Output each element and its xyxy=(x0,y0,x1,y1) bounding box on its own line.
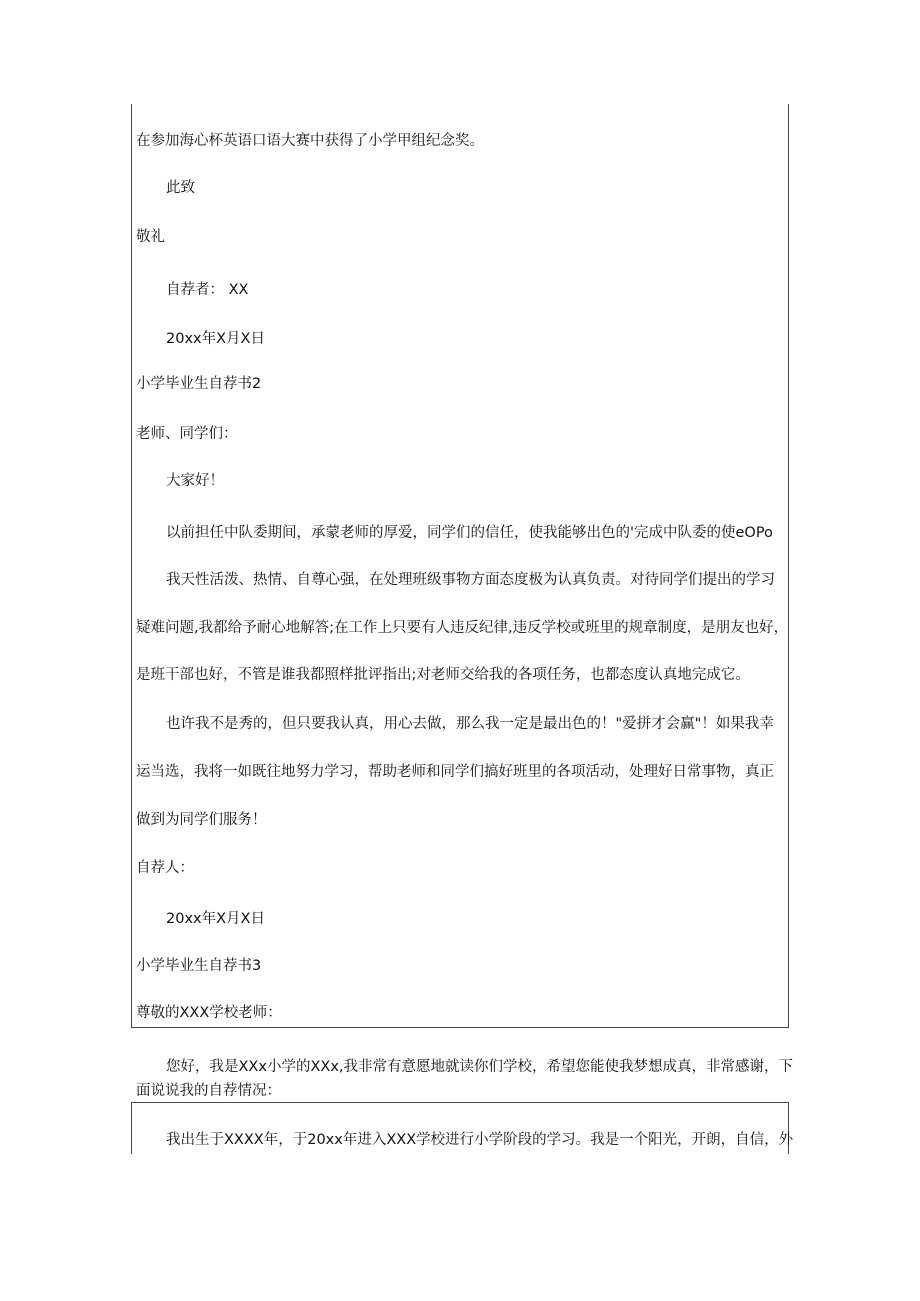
letter2-title: 小学毕业生自荐书2 xyxy=(136,376,262,392)
letter1-closing: 此致 xyxy=(166,180,195,196)
letter3-paragraph-1-line-1: 您好，我是XXx小学的XXx,我非常有意愿地就读你们学校，希望您能使我梦想成真，非常感谢，下 xyxy=(166,1059,794,1075)
letter2-paragraph-3-line-3: 做到为同学们服务！ xyxy=(136,812,267,828)
letter2-paragraph-2-line-1: 我天性活泼、热情、自尊心强，在处理班级事物方面态度极为认真负责。对待同学们提出的学习 xyxy=(166,572,775,588)
letter2-paragraph-3-line-1: 也许我不是秀的，但只要我认真，用心去做，那么我一定是最出色的！"爱拼才会赢"！如果我幸 xyxy=(166,716,774,732)
letter2-greeting: 老师、同学们： xyxy=(136,426,238,442)
letter1-date: 20xx年X月X日 xyxy=(166,331,265,347)
letter2-paragraph-2-line-2: 疑难问题,我都给予耐心地解答;在工作上只要有人违反纪律,违反学校或班里的规章制度，是朋友也好， xyxy=(136,620,789,636)
letter1-signer: 自荐者： XX xyxy=(166,282,249,298)
letter2-paragraph-1: 以前担任中队委期间，承蒙老师的厚爱，同学们的信任，使我能够出色的'完成中队委的使eOPo xyxy=(166,525,773,541)
letter2-signer: 自荐人： xyxy=(136,860,194,876)
letter3-paragraph-1-line-2: 面说说我的自荐情况： xyxy=(136,1083,281,1099)
letter3-paragraph-2-line-1: 我出生于XXXX年，于20xx年进入XXX学校进行小学阶段的学习。我是一个阳光，开朗，自信，外 xyxy=(166,1132,794,1148)
letter2-date: 20xx年X月X日 xyxy=(166,911,265,927)
letter2-paragraph-2-line-3: 是班干部也好，不管是谁我都照样批评指出;对老师交给我的各项任务，也都态度认真地完成它。 xyxy=(136,667,750,683)
letter1-salute: 敬礼 xyxy=(136,229,165,245)
letter3-title: 小学毕业生自荐书3 xyxy=(136,958,262,974)
letter2-hello: 大家好！ xyxy=(166,473,224,489)
letter2-paragraph-3-line-2: 运当选，我将一如既往地努力学习，帮助老师和同学们搞好班里的各项活动，处理好日常事物，真正 xyxy=(136,764,774,780)
letter1-body-end: 在参加海心杯英语口语大赛中获得了小学甲组纪念奖。 xyxy=(136,133,484,149)
letter3-greeting: 尊敬的XXX学校老师： xyxy=(136,1005,282,1021)
page-frame-top xyxy=(131,104,789,1028)
